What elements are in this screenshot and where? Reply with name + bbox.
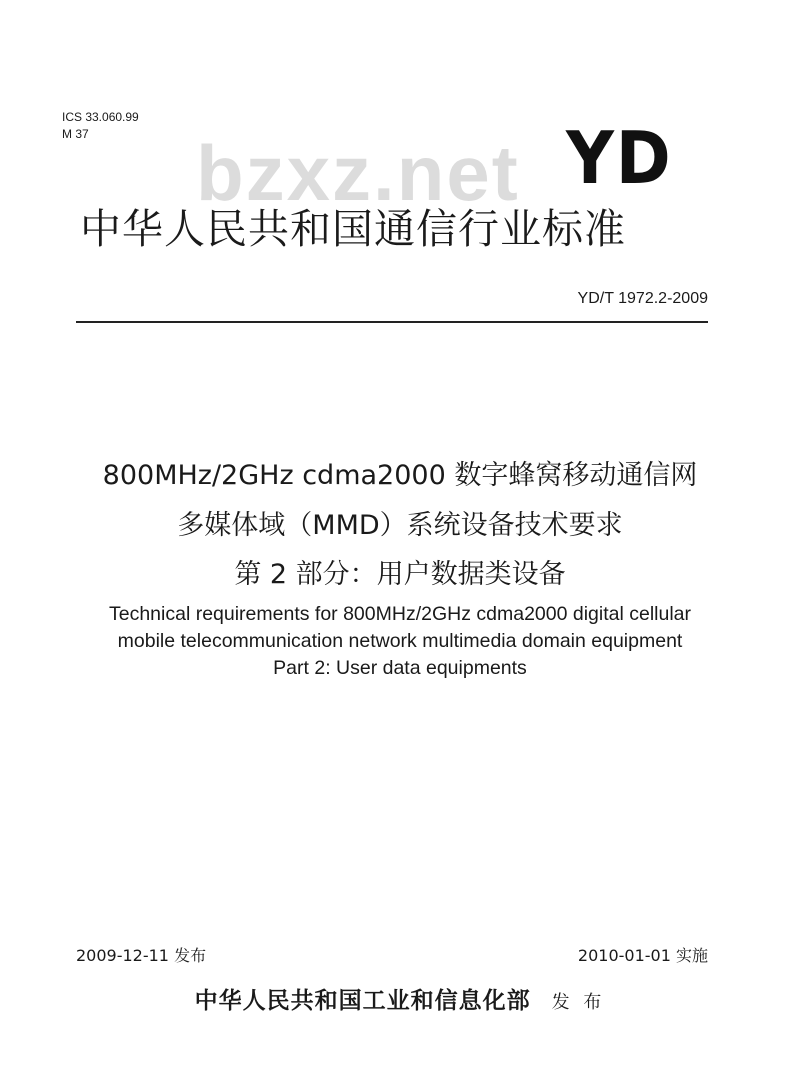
classification-block <box>62 109 139 143</box>
ics-code: ICS 33.060.99 <box>62 110 139 124</box>
header-divider <box>76 321 708 323</box>
title-zh-line1: 800MHz/2GHz cdma2000 数字蜂窝移动通信网 <box>102 460 698 491</box>
standard-number: YD/T 1972.2-2009 <box>577 290 708 307</box>
issuer-name: 中华人民共和国工业和信息化部 <box>194 987 531 1014</box>
yd-logo: YD <box>566 116 673 200</box>
release-date: 2009-12-11 发布 <box>76 946 207 965</box>
effective-date: 2010-01-01 实施 <box>577 946 708 965</box>
title-en-line1: Technical requirements for 800MHz/2GHz cdma2000 digital cellular <box>108 603 692 625</box>
issuer-suffix: 发 布 <box>551 992 606 1013</box>
title-en-line2: mobile telecommunication network multimedia domain equipment <box>117 630 683 652</box>
title-zh-line2: 多媒体域（MMD）系统设备技术要求 <box>177 510 623 541</box>
org-title: 中华人民共和国通信行业标准 <box>80 205 626 253</box>
category-code: M 37 <box>62 127 89 141</box>
title-zh-line3: 第 2 部分：用户数据类设备 <box>234 559 566 590</box>
watermark: bzxz.net <box>196 129 520 217</box>
title-en-line3: Part 2: User data equipments <box>273 657 527 679</box>
issuer-line <box>0 982 800 1015</box>
